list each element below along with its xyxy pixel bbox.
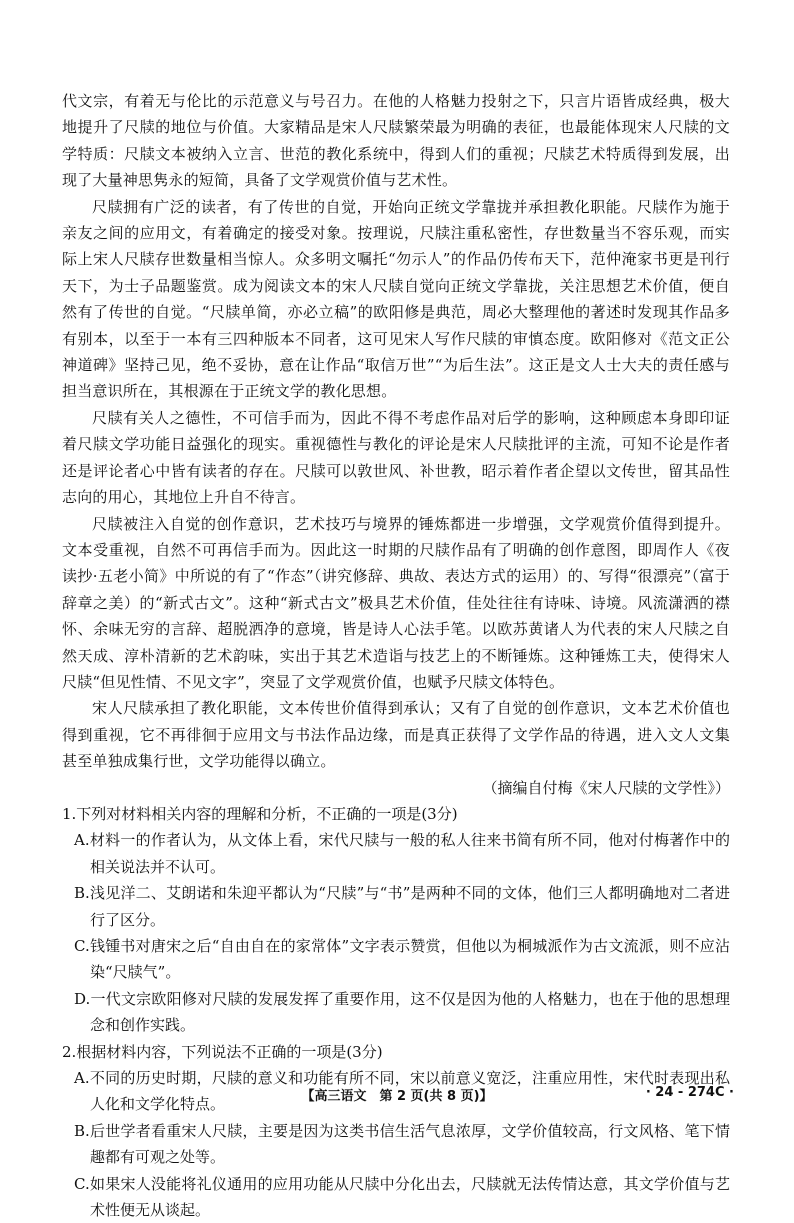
- paragraph-3: 尺牍有关人之德性，不可信手而为，因此不得不考虑作品对后学的影响，这种顾虑本身即印证着尺牍文学功能日益强化的现实。重视德性与教化的评论是宋人尺牍批评的主流，可知不论是作者还是评论者心中皆有读者的存在。尺牍可以敦世风、补世教，昭示着作者企望以文传世，留其品性志向的用心，其地位上升自不待言。: [62, 408, 730, 507]
- source-citation: （摘编自付梅《宋人尺牍的文学性》）: [482, 778, 730, 797]
- question-1-option-d: D.一代文宗欧阳修对尺牍的发展发挥了重要作用，这不仅是因为他的人格魅力，也在于他的思想理念和创作实践。: [74, 989, 730, 1035]
- question-1-option-b: B.浅见洋二、艾朗诺和朱迎平都认为“尺牍”与“书”是两种不同的文体，他们三人都明确地对二者进行了区分。: [74, 884, 730, 929]
- question-1: [62, 801, 730, 1039]
- question-2-option-b: B.后世学者看重宋人尺牍，主要是因为这类书信生活气息浓厚，文学价值较高，行文风格、笔下情趣都有可观之处等。: [74, 1121, 730, 1167]
- question-1-option-a: A.材料一的作者认为，从文体上看，宋代尺牍与一般的私人往来书简有所不同，他对付梅著作中的相关说法并不认可。: [74, 831, 730, 876]
- paragraph-5: 宋人尺牍承担了教化职能，文本传世价值得到承认；又有了自觉的创作意识，文本艺术价值也得到重视，它不再徘徊于应用文与书法作品边缘，而是真正获得了文学作品的待遇，进入文人文集甚至单独成集行世，文学功能得以确立。: [62, 699, 730, 771]
- page-number-label: 【高三语文 第 2 页(共 8 页)】: [301, 1089, 493, 1104]
- question-2-option-c: C.如果宋人没能将礼仪通用的应用功能从尺牍中分化出去，尺牍就无法传情达意，其文学价值与艺术性便无从谈起。: [74, 1174, 730, 1220]
- question-2-option-a: A.不同的历史时期，尺牍的意义和功能有所不同，宋以前意义宽泛，注重应用性，宋代时表现出私人化和文学化特点。: [74, 1069, 730, 1114]
- paragraph-4: 尺牍被注入自觉的创作意识，艺术技巧与境界的锤炼都进一步增强，文学观赏价值得到提升。文本受重视，自然不可再信手而为。因此这一时期的尺牍作品有了明确的创作意图，即周作人《夜读抄·五老小简》中所说的有了“作态”（讲究修辞、典故、表达方式的运用）的、写得“很漂亮”（富于辞章之美）的“新式古文”。这种“新式古文”极具艺术价值，佳处往往有诗味、诗境。风流潇洒的襟怀、余味无穷的言辞、超脱洒净的意境，皆是诗人心法手笔。以欧苏黄诸人为代表的宋人尺牍之自然天成、淳朴清新的艺术韵味，实出于其艺术造诣与技艺上的不断锤炼。这种锤炼工夫，使得宋人尺牍“但见性情、不见文字”，突显了文学观赏价值，也赋予尺牍文体特色。: [62, 514, 730, 691]
- question-1-stem: 1.下列对材料相关内容的理解和分析，不正确的一项是(3分): [62, 804, 458, 823]
- exam-code: · 24 - 274C ·: [645, 1085, 734, 1100]
- question-1-option-c: C.钱锺书对唐宋之后“自由自在的家常体”文字表示赞赏，但他以为桐城派作为古文流派，则不应沾染“尺牍气”。: [74, 937, 730, 982]
- question-2-stem: 2.根据材料内容，下列说法不正确的一项是(3分): [62, 1042, 383, 1061]
- page-footer: [0, 1085, 794, 1109]
- page-body: [62, 88, 730, 1223]
- paragraph-2: 尺牍拥有广泛的读者，有了传世的自觉，开始向正统文学靠拢并承担教化职能。尺牍作为施于亲友之间的应用文，有着确定的接受对象。按理说，尺牍注重私密性，存世数量当不容乐观，而实际上宋人尺牍存世数量相当惊人。众多明文嘱托“勿示人”的作品仍传布天下，范仲淹家书更是刊行天下，为士子品题鉴赏。成为阅读文本的宋人尺牍自觉向正统文学靠拢，关注思想艺术价值，便自然有了传世的自觉。“尺牍单简，亦必立稿”的欧阳修是典范，周必大整理他的著述时发现其作品多有别本，以至于一本有三四种版本不同者，这可见宋人写作尺牍的审慎态度。欧阳修对《范文正公神道碑》坚持己见，绝不妥协，意在让作品“取信万世”“为后生法”。这正是文人士大夫的责任感与担当意识所在，其根源在于正统文学的教化思想。: [62, 197, 730, 401]
- paragraph-1: 代文宗，有着无与伦比的示范意义与号召力。在他的人格魅力投射之下，只言片语皆成经典，极大地提升了尺牍的地位与价值。大家精品是宋人尺牍繁荣最为明确的表征，也最能体现宋人尺牍的文学特质：尺牍文本被纳入立言、世范的教化系统中，得到人们的重视；尺牍艺术特质得到发展，出现了大量神思隽永的短简，具备了文学观赏价值与艺术性。: [62, 92, 730, 190]
